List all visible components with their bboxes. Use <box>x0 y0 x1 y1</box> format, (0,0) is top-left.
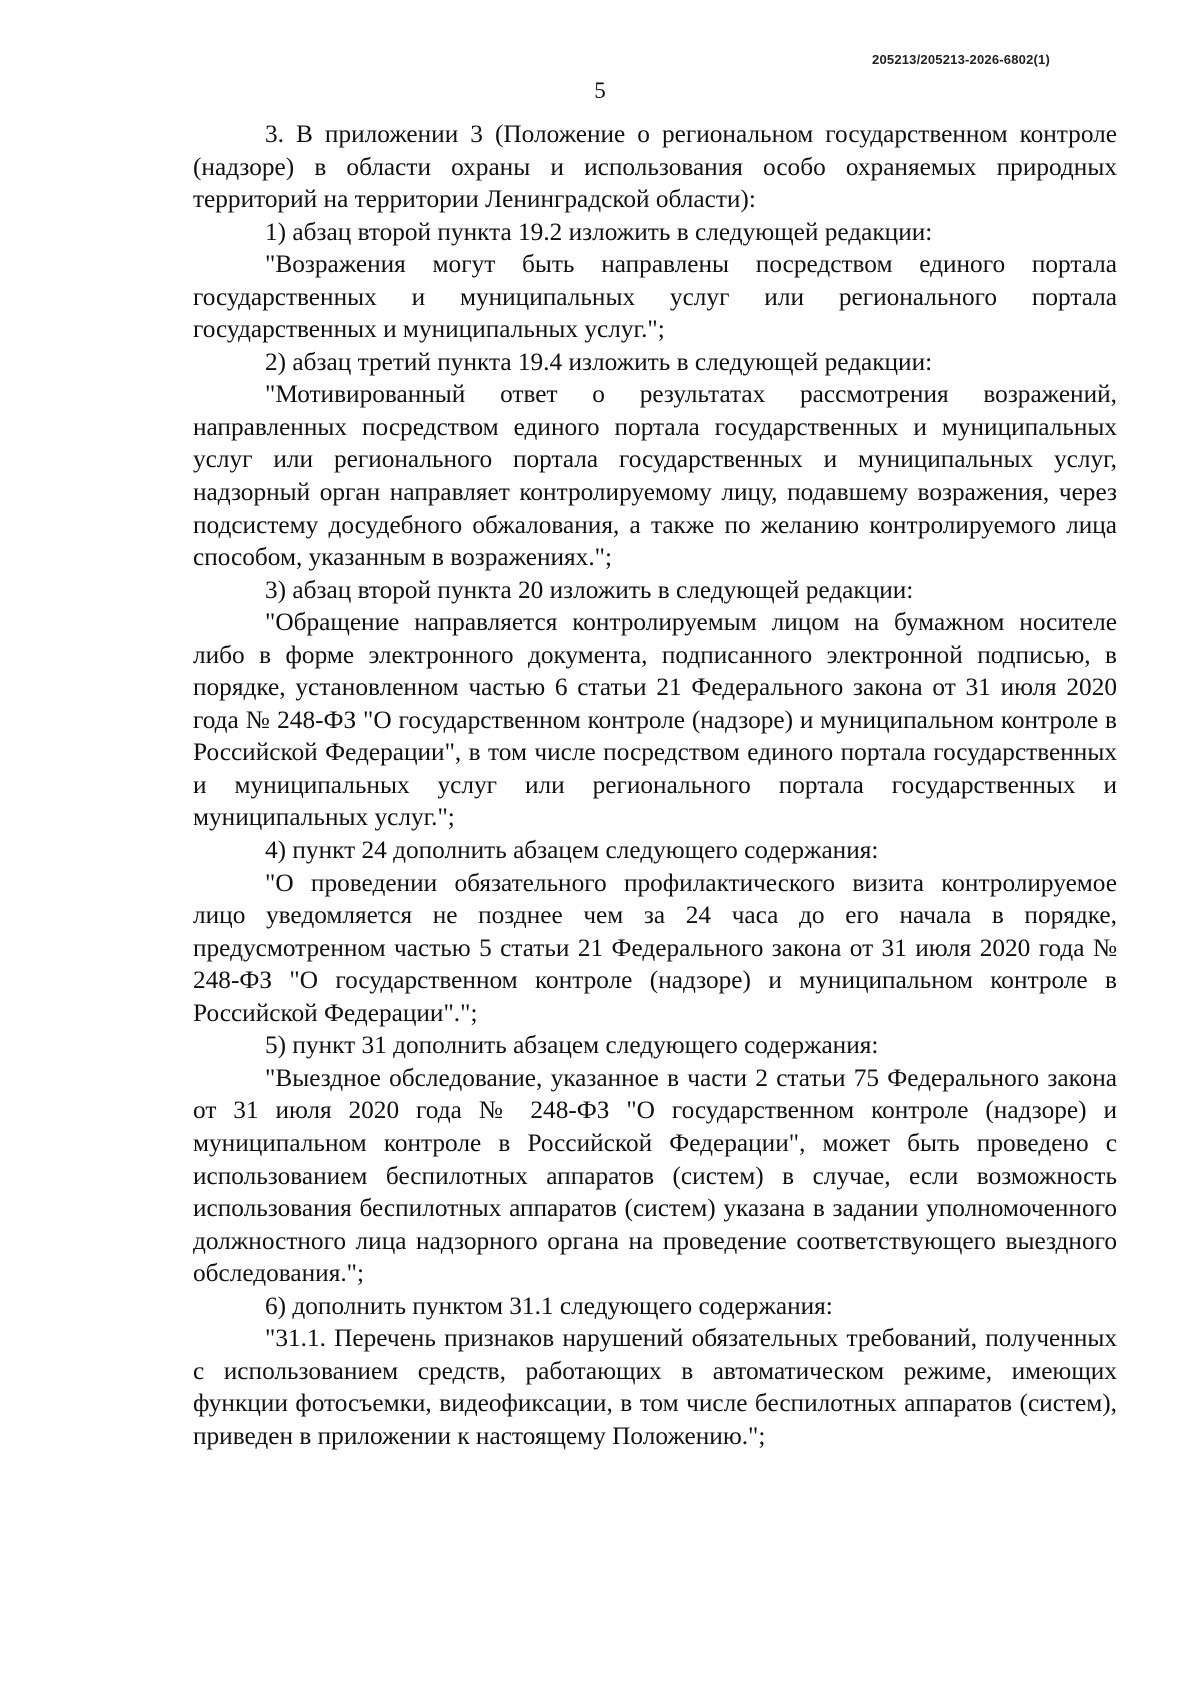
paragraph-item-4: 4) пункт 24 дополнить абзацем следующего содержания: <box>265 836 879 865</box>
paragraph-item-6-text: "31.1. Перечень признаков нарушений обязательных требований, полученных с использованием средств, работающих в автоматическом режиме, имеющих функции фотосъемки, видеофиксации, в том числе беспилотных аппаратов (систем), приведен в приложении к настоящему Положению."; <box>193 1324 1117 1450</box>
document-body <box>193 118 1117 1452</box>
paragraph-item-2-text: "Мотивированный ответ о результатах рассмотрения возражений, направленных посредством единого портала государственных и муниципальных услуг или регионального портала государственных и муниципальных услуг, надзорный орган направляет контролируемому лицу, подавшему возражения, через подсистему досудебного обжалования, а также по желанию контролируемого лица способом, указанным в возражениях."; <box>193 380 1117 572</box>
document-id: 205213/205213-2026-6802(1) <box>872 52 1050 67</box>
paragraph-item-5-text: "Выездное обследование, указанное в части 2 статьи 75 Федерального закона от 31 июля 2020 года № 248-ФЗ "О государственном контроле (надзоре) и муниципальном контроле в Российской Федерации", может быть проведено с использованием беспилотных аппаратов (систем) в случае, если возможность использования беспилотных аппаратов (систем) указана в задании уполномоченного должностного лица надзорного органа на проведение соответствующего выездного обследования."; <box>193 1063 1117 1288</box>
page-number: 5 <box>594 78 606 103</box>
paragraph-item-1: 1) абзац второй пункта 19.2 изложить в следующей редакции: <box>265 217 933 246</box>
paragraph-item-1-text: "Возражения могут быть направлены посредством единого портала государственных и муниципальных услуг или регионального портала государственных и муниципальных услуг."; <box>193 250 1117 344</box>
paragraph-item-4-text: "О проведении обязательного профилактического визита контролируемое лицо уведомляется не позднее чем за 24 часа до его начала в порядке, предусмотренном частью 5 статьи 21 Федерального закона от 31 июля 2020 года № 248-ФЗ "О государственном контроле (надзоре) и муниципальном контроле в Российской Федерации"."; <box>193 868 1117 1027</box>
paragraph-item-3: 3) абзац второй пункта 20 изложить в следующей редакции: <box>265 575 914 604</box>
paragraph-item-3-text: "Обращение направляется контролируемым лицом на бумажном носителе либо в форме электронного документа, подписанного электронной подписью, в порядке, установленном частью 6 статьи 21 Федерального закона от 31 июля 2020 года № 248-ФЗ "О государственном контроле (надзоре) и муниципальном контроле в Российской Федерации", в том числе посредством единого портала государственных и муниципальных услуг или регионального портала государственных и муниципальных услуг."; <box>193 608 1117 832</box>
paragraph-item-5: 5) пункт 31 дополнить абзацем следующего содержания: <box>265 1031 879 1060</box>
paragraph-item-6: 6) дополнить пунктом 31.1 следующего содержания: <box>265 1291 833 1320</box>
paragraph-item-2: 2) абзац третий пункта 19.4 изложить в следующей редакции: <box>265 347 933 376</box>
paragraph-appendix-3-intro: 3. В приложении 3 (Положение о региональном государственном контроле (надзоре) в области охраны и использования особо охраняемых природных территорий на территории Ленинградской области): <box>193 120 1117 214</box>
